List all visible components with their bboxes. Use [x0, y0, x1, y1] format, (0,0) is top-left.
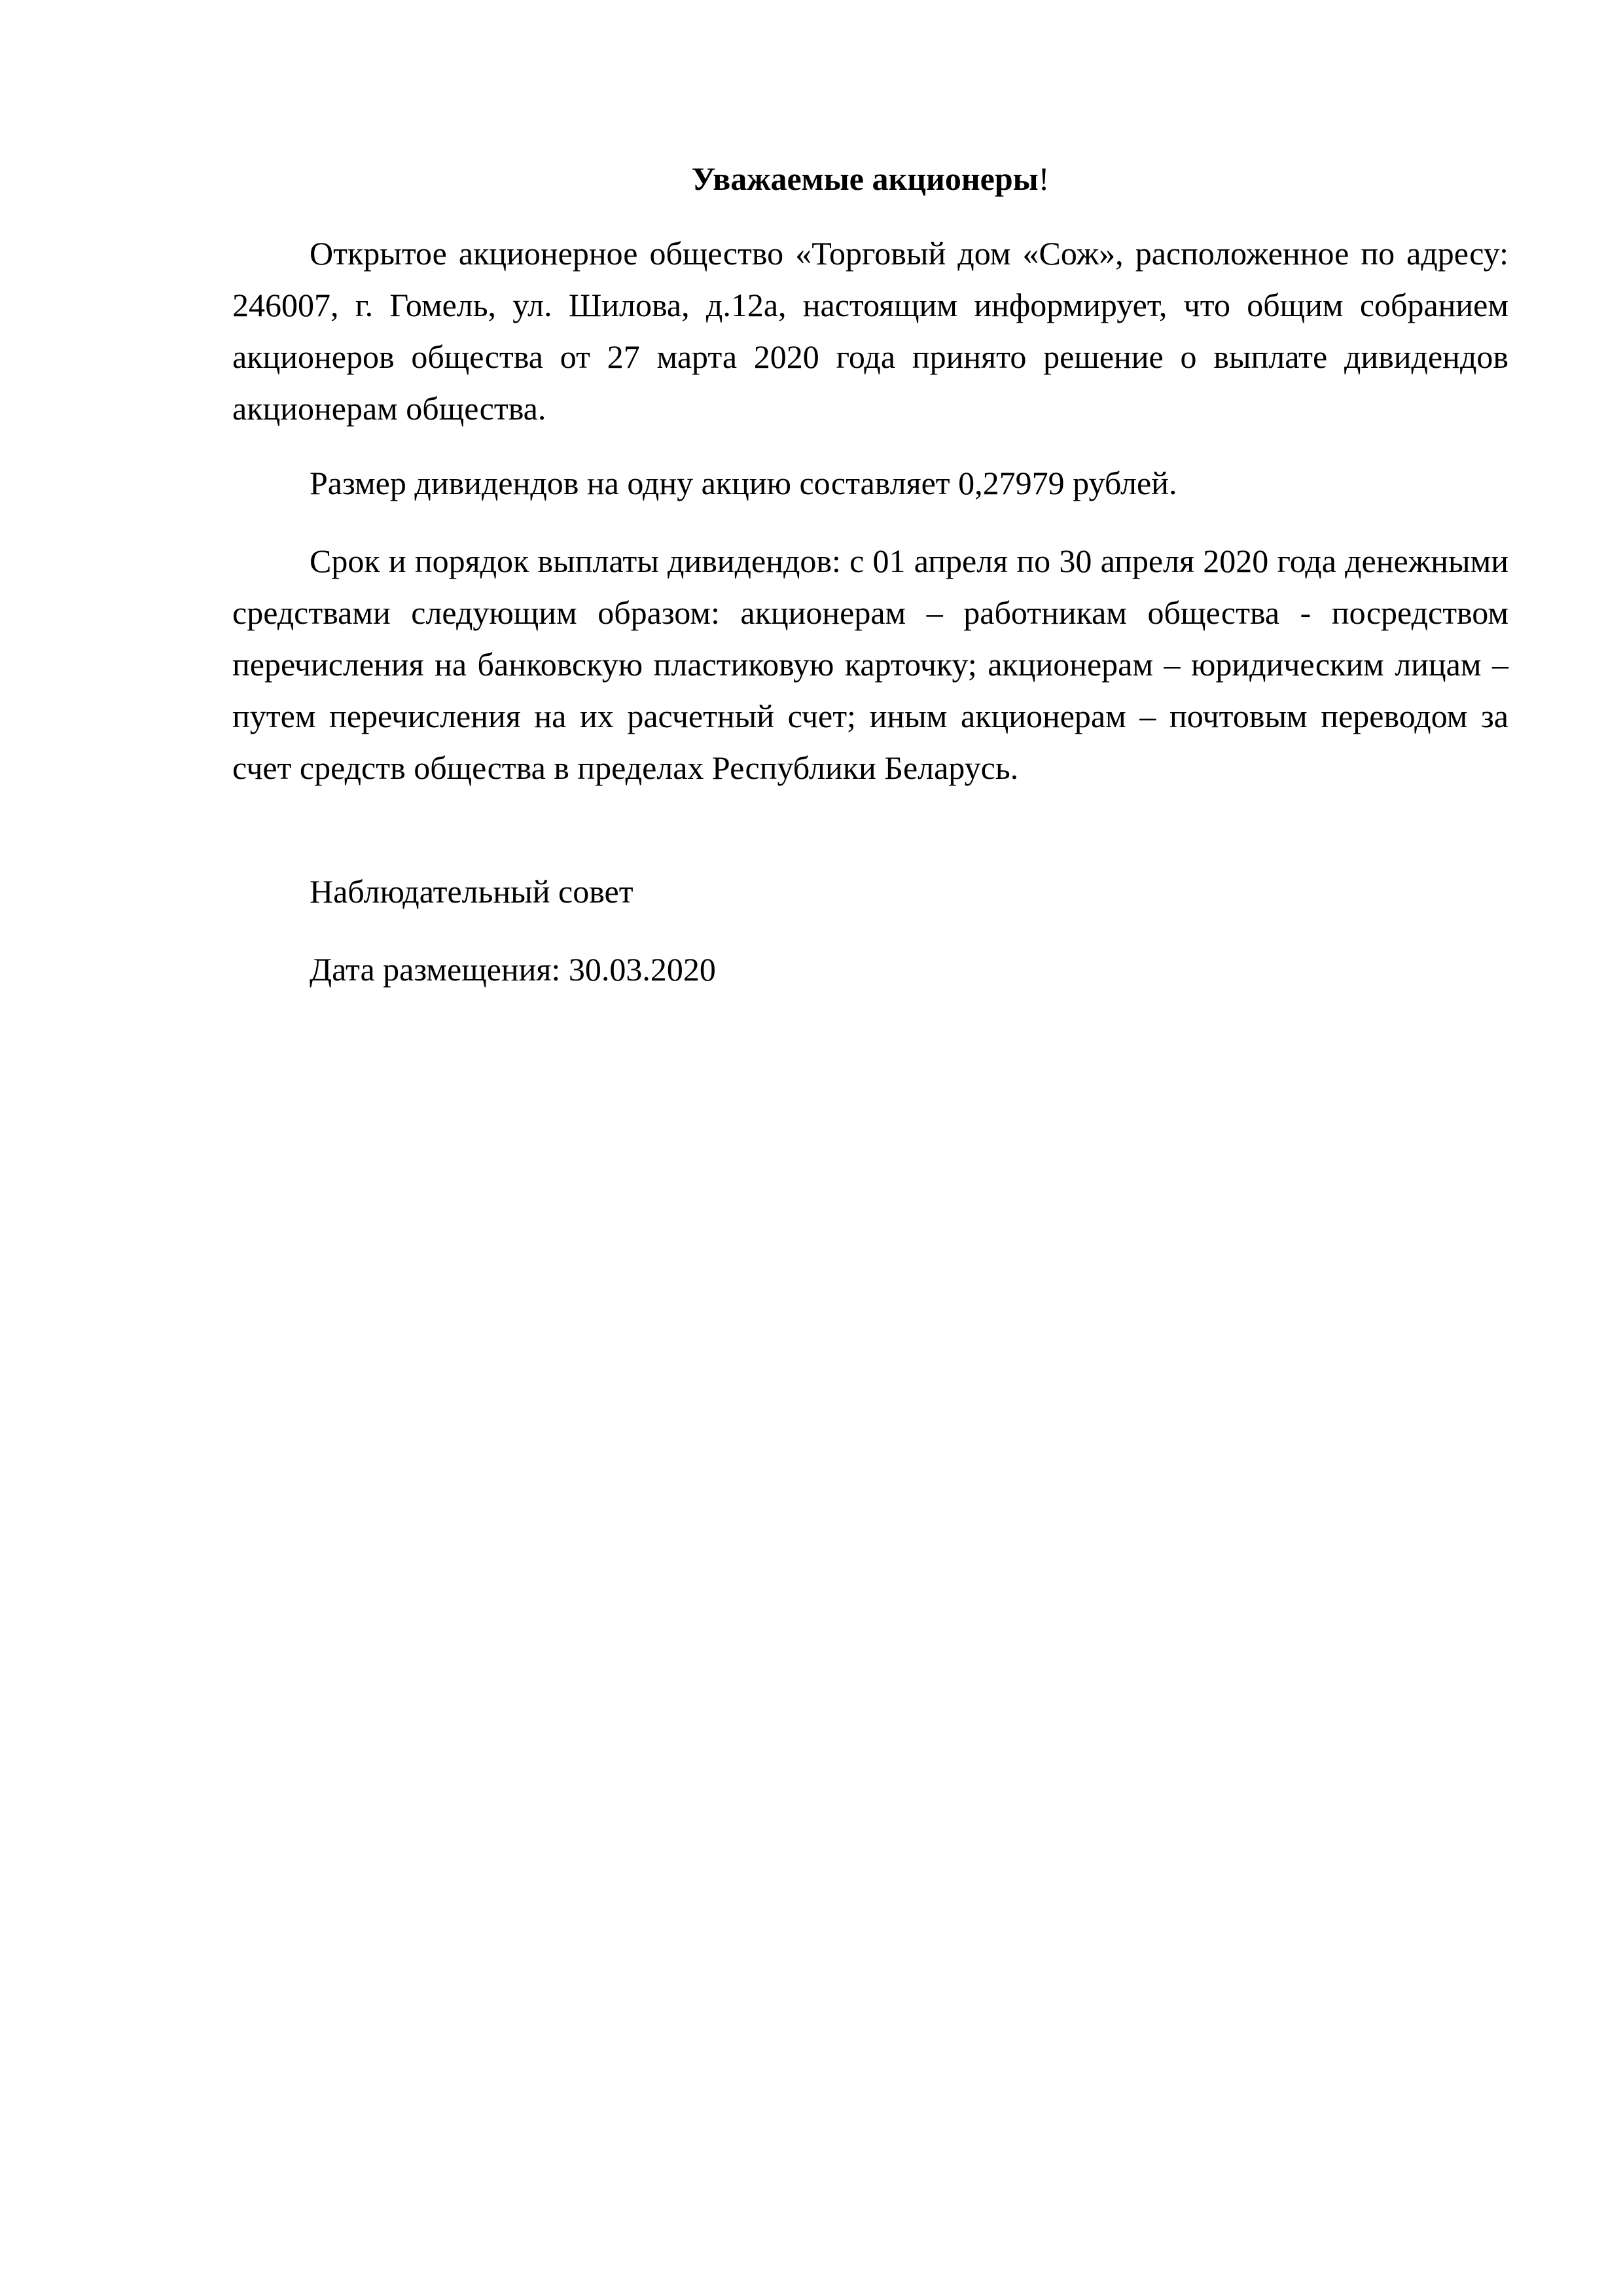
title-punctuation: !	[1038, 160, 1050, 197]
paragraph-payment-terms-text: Срок и порядок выплаты дивидендов: с 01 апреля по 30 апреля 2020 года денежными средствами следующим образом: акционерам – работникам общества - посредством перечисления на банковскую пластиковую карточку; акционерам – юридическим лицам – путем перечисления на их расчетный счет; иным акционерам – почтовым переводом за счет средств общества в пределах Республики Беларусь.	[232, 543, 1508, 786]
paragraph-announcement-text: Открытое акционерное общество «Торговый дом «Сож», расположенное по адресу: 246007, г. Гомель, ул. Шилова, д.12а, настоящим информирует, что общим собранием акционеров общества от 27 марта 2020 года принято решение о выплате дивидендов акционерам общества.	[232, 235, 1508, 427]
paragraph-payment-terms	[232, 535, 1508, 794]
paragraph-dividend-size	[232, 457, 1508, 509]
page-title	[232, 156, 1508, 202]
paragraph-dividend-size-text: Размер дивидендов на одну акцию составляет 0,27979 рублей.	[310, 465, 1177, 501]
title-text: Уважаемые акционеры	[691, 160, 1039, 197]
paragraph-announcement	[232, 228, 1508, 435]
placement-date: Дата размещения: 30.03.2020	[310, 951, 716, 988]
signature-line: Наблюдательный совет	[310, 873, 633, 910]
